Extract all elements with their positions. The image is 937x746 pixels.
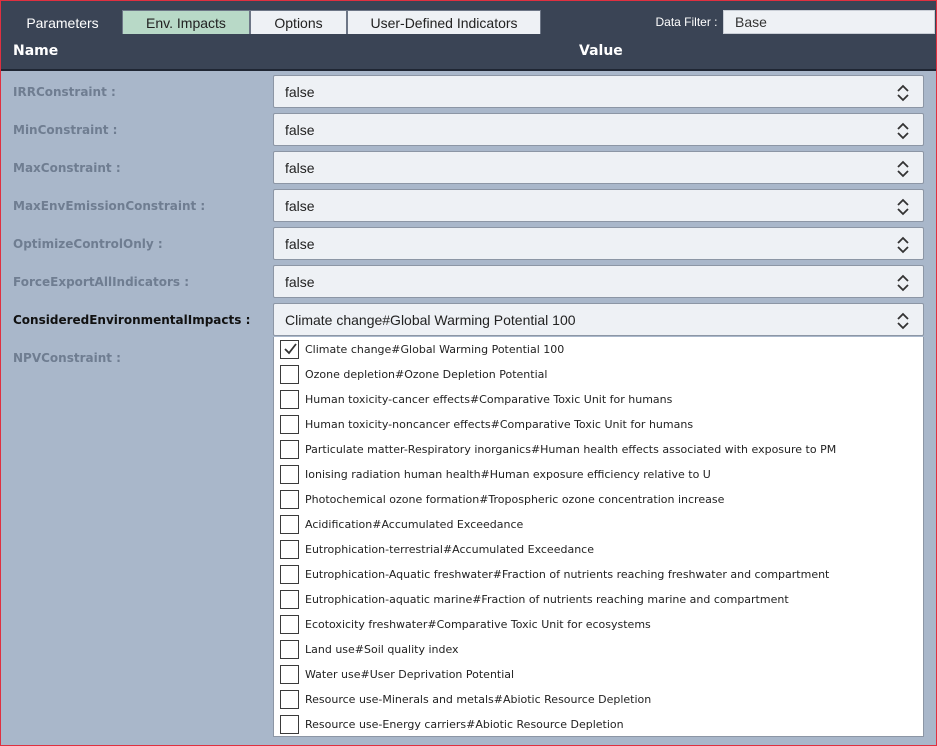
tab-options[interactable]: Options: [250, 10, 347, 34]
npv-constraint-label: NPVConstraint :: [13, 351, 121, 365]
impact-option-label: Resource use-Minerals and metals#Abiotic Resource Depletion: [305, 693, 652, 706]
impact-option[interactable]: [274, 412, 923, 437]
up-down-chevron-icon: [896, 235, 910, 255]
impact-checkbox[interactable]: [280, 615, 299, 634]
value-column-header: Value: [579, 43, 623, 59]
checkmark-icon: [282, 341, 299, 358]
impact-checkbox[interactable]: [280, 390, 299, 409]
min-constraint-value: false: [285, 121, 315, 138]
impact-option[interactable]: [274, 662, 923, 687]
table-header: [1, 34, 936, 71]
impact-option-label: Human toxicity-noncancer effects#Comparative Toxic Unit for humans: [305, 418, 694, 431]
impact-option-label: Water use#User Deprivation Potential: [305, 668, 515, 681]
min-constraint-label: MinConstraint :: [13, 123, 118, 137]
impact-option[interactable]: [274, 437, 923, 462]
impact-checkbox[interactable]: [280, 340, 299, 359]
impact-option-label: Photochemical ozone formation#Tropospheric ozone concentration increase: [305, 493, 725, 506]
up-down-chevron-icon: [896, 121, 910, 141]
up-down-chevron-icon: [896, 159, 910, 179]
optimize-control-only-value: false: [285, 235, 315, 252]
max-env-emission-constraint-select[interactable]: [273, 189, 924, 222]
impact-option[interactable]: [274, 587, 923, 612]
considered-environmental-impacts-select[interactable]: [273, 303, 924, 336]
impact-option-label: Land use#Soil quality index: [305, 643, 459, 656]
force-export-all-indicators-value: false: [285, 273, 315, 290]
impact-checkbox[interactable]: [280, 640, 299, 659]
impact-option[interactable]: [274, 687, 923, 712]
name-column-header: Name: [13, 43, 59, 59]
force-export-all-indicators-select[interactable]: [273, 265, 924, 298]
up-down-chevron-icon: [896, 83, 910, 103]
impact-option[interactable]: [274, 612, 923, 637]
impact-checkbox[interactable]: [280, 690, 299, 709]
optimize-control-only-label: OptimizeControlOnly :: [13, 237, 163, 251]
impact-option-label: Acidification#Accumulated Exceedance: [305, 518, 524, 531]
max-env-emission-constraint-label: MaxEnvEmissionConstraint :: [13, 199, 206, 213]
considered-environmental-impacts-value: Climate change#Global Warming Potential 100: [285, 311, 576, 328]
up-down-chevron-icon: [896, 273, 910, 293]
tab-env-impacts[interactable]: Env. Impacts: [122, 10, 250, 34]
impact-option-label: Ozone depletion#Ozone Depletion Potential: [305, 368, 548, 381]
impact-checkbox[interactable]: [280, 715, 299, 734]
impact-option[interactable]: [274, 487, 923, 512]
irr-constraint-value: false: [285, 83, 315, 100]
max-constraint-label: MaxConstraint :: [13, 161, 121, 175]
impact-checkbox[interactable]: [280, 415, 299, 434]
tab-user-defined-indicators[interactable]: User-Defined Indicators: [347, 10, 541, 34]
data-filter-select[interactable]: Base: [723, 10, 935, 34]
irr-constraint-select[interactable]: [273, 75, 924, 108]
optimize-control-only-select[interactable]: [273, 227, 924, 260]
impact-option[interactable]: [274, 562, 923, 587]
max-constraint-select[interactable]: [273, 151, 924, 184]
impact-option-label: Eutrophication-aquatic marine#Fraction of nutrients reaching marine and compartment: [305, 593, 789, 606]
impact-option[interactable]: [274, 387, 923, 412]
impact-option[interactable]: [274, 362, 923, 387]
impact-checkbox[interactable]: [280, 540, 299, 559]
tab-parameters[interactable]: Parameters: [3, 10, 122, 34]
force-export-all-indicators-label: ForceExportAllIndicators :: [13, 275, 190, 289]
impact-option[interactable]: [274, 462, 923, 487]
tab-bar: [1, 1, 936, 34]
impact-checkbox[interactable]: [280, 490, 299, 509]
impact-option-label: Ecotoxicity freshwater#Comparative Toxic Unit for ecosystems: [305, 618, 651, 631]
impact-checkbox[interactable]: [280, 365, 299, 384]
impact-option-label: Particulate matter-Respiratory inorganics#Human health effects associated with exposure to PM: [305, 443, 837, 456]
impact-option-label: Eutrophication-Aquatic freshwater#Fraction of nutrients reaching freshwater and compartment: [305, 568, 830, 581]
impact-checkbox[interactable]: [280, 440, 299, 459]
impact-option-label: Ionising radiation human health#Human exposure efficiency relative to U: [305, 468, 711, 481]
data-filter-label: Data Filter :: [655, 15, 718, 29]
impact-checkbox[interactable]: [280, 515, 299, 534]
impact-checkbox[interactable]: [280, 590, 299, 609]
impact-checkbox[interactable]: [280, 465, 299, 484]
impact-option-label: Human toxicity-cancer effects#Comparative Toxic Unit for humans: [305, 393, 673, 406]
impacts-dropdown-list: [273, 337, 924, 737]
impact-checkbox[interactable]: [280, 565, 299, 584]
considered-environmental-impacts-label: ConsideredEnvironmentalImpacts :: [13, 313, 251, 327]
impact-option-label: Climate change#Global Warming Potential 100: [305, 343, 565, 356]
impact-option[interactable]: [274, 537, 923, 562]
impact-option[interactable]: [274, 712, 923, 737]
impact-option-label: Resource use-Energy carriers#Abiotic Resource Depletion: [305, 718, 624, 731]
up-down-chevron-icon: [896, 197, 910, 217]
max-constraint-value: false: [285, 159, 315, 176]
min-constraint-select[interactable]: [273, 113, 924, 146]
impact-option[interactable]: [274, 337, 923, 362]
irr-constraint-label: IRRConstraint :: [13, 85, 116, 99]
impact-option[interactable]: [274, 512, 923, 537]
impact-option-label: Eutrophication-terrestrial#Accumulated Exceedance: [305, 543, 594, 556]
max-env-emission-constraint-value: false: [285, 197, 315, 214]
up-down-chevron-icon: [896, 311, 910, 331]
impact-option[interactable]: [274, 637, 923, 662]
impact-checkbox[interactable]: [280, 665, 299, 684]
